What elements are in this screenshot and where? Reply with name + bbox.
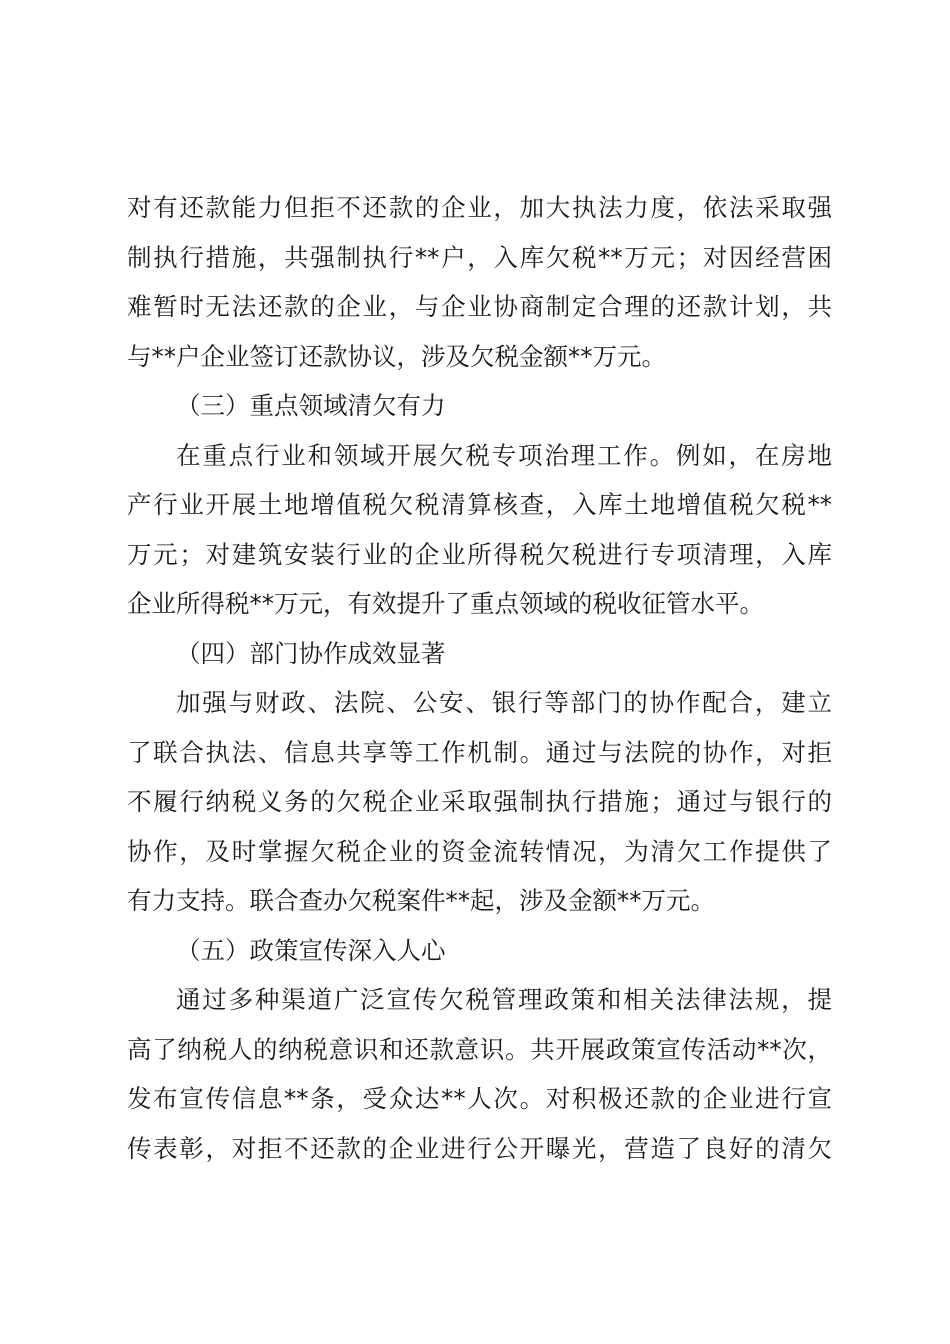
text-line: 加强与财政、法院、公安、银行等部门的协作配合，建立	[176, 688, 832, 717]
text-line: 有力支持。联合查办欠税案件**起，涉及金额**万元。	[127, 886, 715, 915]
text-line: 难暂时无法还款的企业，与企业协商制定合理的还款计划，共	[127, 292, 832, 321]
paragraph-cooperation	[127, 678, 832, 926]
text-line: 了联合执法、信息共享等工作机制。通过与法院的协作，对拒	[127, 737, 832, 767]
text-line: 不履行纳税义务的欠税企业采取强制执行措施；通过与银行的	[127, 787, 832, 816]
text-line: 发布宣传信息**条，受众达**人次。对积极还款的企业进行宣	[127, 1084, 832, 1113]
text-line: 产行业开展土地增值税欠税清算核查，入库土地增值税欠税**	[127, 490, 832, 519]
text-line: 与**户企业签订还款协议，涉及欠税金额**万元。	[127, 341, 666, 371]
text-line: 制执行措施，共强制执行**户，入库欠税**万元；对因经营困	[127, 242, 832, 272]
paragraph-key-areas	[127, 431, 832, 629]
document-body	[127, 183, 832, 1173]
text-line: 企业所得税**万元，有效提升了重点领域的税收征管水平。	[127, 589, 764, 618]
text-line: 通过多种渠道广泛宣传欠税管理政策和相关法律法规，提	[176, 985, 832, 1014]
text-line: 对有还款能力但拒不还款的企业，加大执法力度，依法采取强	[127, 193, 832, 222]
section-heading-4: （四）部门协作成效显著	[176, 638, 446, 668]
text-line: 协作，及时掌握欠税企业的资金流转情况，为清欠工作提供了	[127, 836, 832, 866]
paragraph-enforcement	[127, 183, 832, 381]
text-line: 高了纳税人的纳税意识和还款意识。共开展政策宣传活动**次，	[127, 1034, 832, 1064]
text-line: 万元；对建筑安装行业的企业所得税欠税进行专项清理，入库	[127, 539, 832, 569]
section-heading-5: （五）政策宣传深入人心	[176, 935, 446, 965]
paragraph-publicity	[127, 975, 832, 1173]
text-line: 在重点行业和领域开展欠税专项治理工作。例如，在房地	[176, 440, 832, 470]
text-line: 传表彰，对拒不还款的企业进行公开曝光，营造了良好的清欠	[127, 1133, 832, 1163]
section-heading-3: （三）重点领域清欠有力	[176, 391, 446, 420]
